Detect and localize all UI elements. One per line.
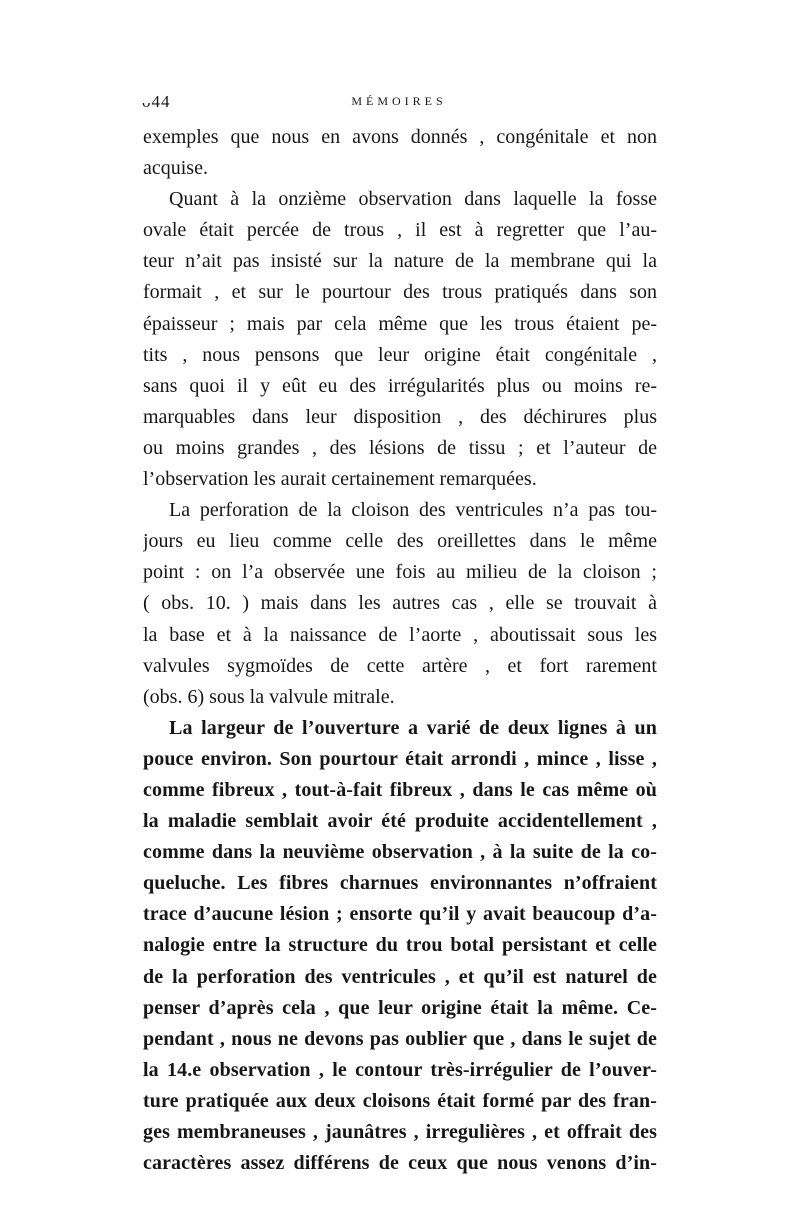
text-line: La perforation de la cloison des ventricules n’a pas tou- bbox=[169, 499, 657, 522]
running-title: MÉMOIRES bbox=[351, 94, 447, 108]
text-line: nalogie entre la structure du trou botal persistant et celle bbox=[143, 934, 657, 957]
text-line: trace d’aucune lésion ; ensorte qu’il y avait beaucoup d’a- bbox=[143, 903, 657, 926]
text-line: épaisseur ; mais par cela même que les trous étaient pe- bbox=[143, 312, 657, 335]
page-number: ᴗ44 bbox=[142, 92, 171, 111]
text-line: la base et à la naissance de l’aorte , aboutissait sous les bbox=[143, 623, 657, 646]
text-line: queluche. Les fibres charnues environnantes n’offraient bbox=[143, 872, 657, 895]
text-line: exemples que nous en avons donnés , congénitale et non bbox=[143, 126, 657, 148]
text-line: tits , nous pensons que leur origine était congénitale , bbox=[143, 343, 657, 366]
text-line: ges membraneuses , jaunâtres , irregulières , et offrait des bbox=[143, 1121, 657, 1143]
text-line: comme dans la neuvième observation , à la suite de la co- bbox=[143, 841, 657, 864]
text-line: caractères assez différens de ceux que nous venons d’in- bbox=[143, 1152, 657, 1175]
text-line: l’observation les aurait certainement remarquées. bbox=[143, 468, 537, 491]
text-line: la maladie semblait avoir été produite accidentellement , bbox=[143, 810, 657, 833]
text-line: point : on l’a observée une fois au milieu de la cloison ; bbox=[143, 561, 657, 584]
text-line: formait , et sur le pourtour des trous pratiqués dans son bbox=[143, 281, 657, 304]
running-head bbox=[142, 92, 656, 114]
text-line: ou moins grandes , des lésions de tissu ; et l’auteur de bbox=[143, 436, 657, 459]
body-text bbox=[143, 122, 657, 1179]
text-line: teur n’ait pas insisté sur la nature de la membrane qui la bbox=[143, 250, 657, 273]
text-line: valvules sygmoïdes de cette artère , et fort rarement bbox=[143, 654, 657, 677]
text-line: Quant à la onzième observation dans laquelle la fosse bbox=[169, 188, 657, 211]
text-line: comme fibreux , tout-à-fait fibreux , dans le cas même où bbox=[143, 778, 657, 801]
text-line: de la perforation des ventricules , et qu’il est naturel de bbox=[143, 965, 657, 988]
text-line: ( obs. 10. ) mais dans les autres cas , elle se trouvait à bbox=[143, 592, 657, 615]
text-line: ture pratiquée aux deux cloisons était formé par des fran- bbox=[143, 1089, 657, 1112]
text-line: acquise. bbox=[143, 157, 208, 180]
text-line: ovale était percée de trous , il est à regretter que l’au- bbox=[143, 219, 657, 242]
text-line: penser d’après cela , que leur origine était la même. Ce- bbox=[143, 996, 657, 1019]
text-line: jours eu lieu comme celle des oreillettes dans le même bbox=[143, 530, 657, 553]
text-line: sans quoi il y eût eu des irrégularités plus ou moins re- bbox=[143, 374, 657, 397]
text-line: pouce environ. Son pourtour était arrondi , mince , lisse , bbox=[143, 747, 657, 770]
text-line: la 14.e observation , le contour très-irrégulier de l’ouver- bbox=[143, 1058, 657, 1081]
text-line: marquables dans leur disposition , des déchirures plus bbox=[143, 405, 657, 428]
text-line: (obs. 6) sous la valvule mitrale. bbox=[143, 685, 395, 708]
text-line: pendant , nous ne devons pas oublier que , dans le sujet de bbox=[143, 1027, 657, 1050]
text-line: La largeur de l’ouverture a varié de deux lignes à un bbox=[169, 716, 657, 739]
